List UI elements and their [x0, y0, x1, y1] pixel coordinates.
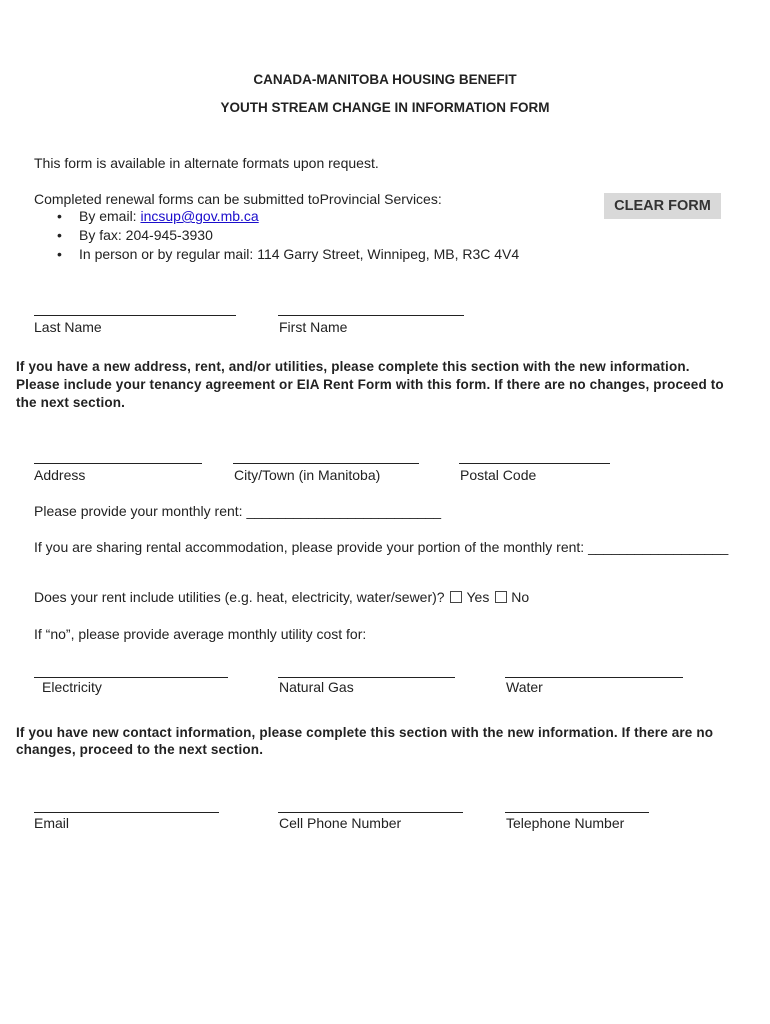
city-field[interactable] [233, 463, 419, 464]
email-link[interactable]: incsup@gov.mb.ca [140, 208, 259, 224]
alternate-formats-note: This form is available in alternate formats upon request. [34, 155, 379, 171]
utilities-yes-label: Yes [466, 589, 490, 605]
submission-intro: Completed renewal forms can be submitted toProvincial Services: [34, 191, 442, 207]
utility-cost-prompt: If “no”, please provide average monthly utility cost for: [34, 626, 367, 642]
telephone-label: Telephone Number [506, 815, 625, 831]
submission-methods-list [34, 207, 519, 264]
address-instructions-line-1: If you have a new address, rent, and/or utilities, please complete this section with the new information. [16, 359, 690, 374]
email-label: Email [34, 815, 70, 831]
last-name-field[interactable] [34, 315, 236, 316]
natural-gas-cost-field[interactable] [278, 677, 455, 678]
utilities-no-checkbox[interactable] [495, 591, 507, 603]
city-label: City/Town (in Manitoba) [234, 467, 381, 483]
last-name-label: Last Name [34, 319, 102, 335]
cell-phone-field[interactable] [278, 812, 463, 813]
form-title: CANADA-MANITOBA HOUSING BENEFIT [253, 72, 517, 87]
first-name-field[interactable] [278, 315, 464, 316]
natural-gas-label: Natural Gas [279, 679, 354, 695]
electricity-cost-field[interactable] [34, 677, 228, 678]
list-item: • By fax: 204-945-3930 [34, 226, 519, 245]
address-field[interactable] [34, 463, 202, 464]
form-subtitle: YOUTH STREAM CHANGE IN INFORMATION FORM [220, 100, 550, 115]
utilities-question-text: Does your rent include utilities (e.g. heat, electricity, water/sewer)? [34, 589, 445, 605]
clear-form-button[interactable]: CLEAR FORM [604, 193, 721, 219]
address-label: Address [34, 467, 86, 483]
monthly-rent-field[interactable]: Please provide your monthly rent: _________________________ [34, 503, 442, 519]
address-instructions-line-3: the next section. [16, 395, 126, 410]
shared-rent-field[interactable]: If you are sharing rental accommodation, please provide your portion of the monthly rent: __________________ [34, 539, 729, 555]
utilities-question [34, 589, 529, 605]
cell-phone-label: Cell Phone Number [279, 815, 402, 831]
telephone-field[interactable] [505, 812, 649, 813]
contact-instructions-line-1: If you have new contact information, please complete this section with the new information. If there are no [16, 725, 714, 740]
first-name-label: First Name [279, 319, 348, 335]
postal-code-field[interactable] [459, 463, 610, 464]
email-method-label: By email: [79, 208, 141, 224]
postal-code-label: Postal Code [460, 467, 537, 483]
address-instructions-line-2: Please include your tenancy agreement or EIA Rent Form with this form. If there are no changes, proceed to [16, 377, 724, 392]
email-field[interactable] [34, 812, 219, 813]
water-cost-field[interactable] [505, 677, 683, 678]
list-item: • In person or by regular mail: 114 Garry Street, Winnipeg, MB, R3C 4V4 [34, 245, 519, 264]
utilities-no-label: No [511, 589, 530, 605]
list-item [34, 207, 519, 226]
electricity-label: Electricity [42, 679, 102, 695]
water-label: Water [506, 679, 543, 695]
contact-instructions-line-2: changes, proceed to the next section. [16, 742, 264, 757]
utilities-yes-checkbox[interactable] [450, 591, 462, 603]
